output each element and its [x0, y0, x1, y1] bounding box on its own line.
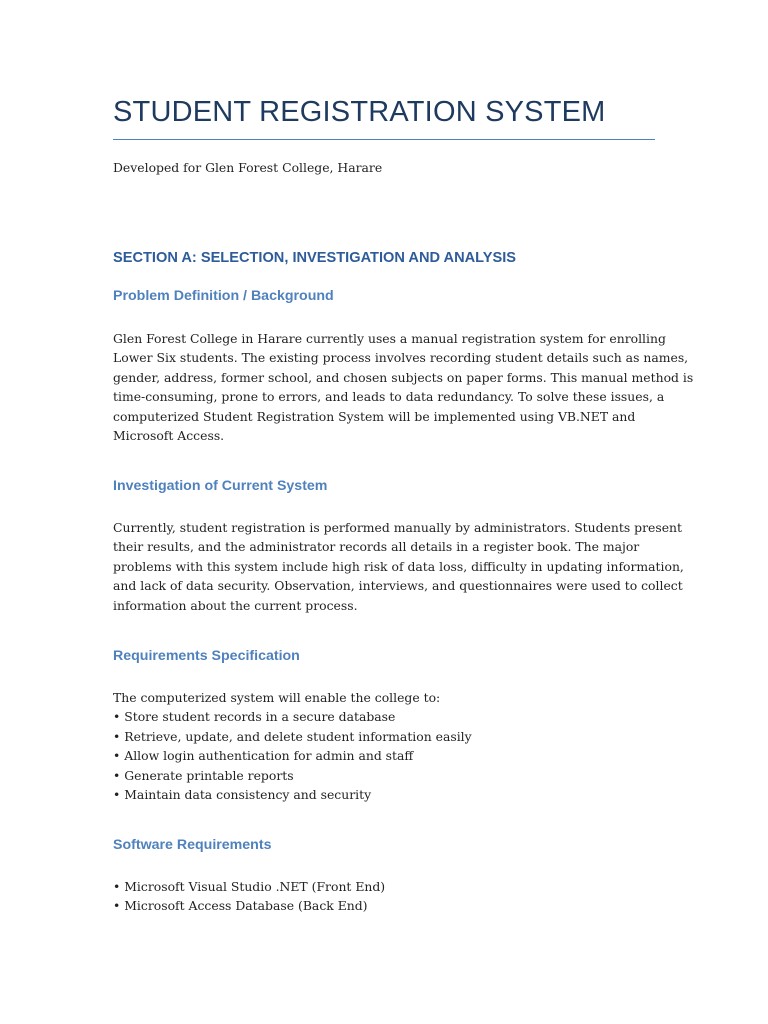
- list-item: • Maintain data consistency and security: [113, 787, 372, 803]
- requirements-heading: Requirements Specification: [113, 648, 300, 664]
- investigation-paragraph: [113, 518, 684, 615]
- list-item: • Retrieve, update, and delete student information easily: [113, 728, 472, 744]
- paragraph-line: Lower Six students. The existing process involves recording student details such as names,: [113, 350, 689, 366]
- paragraph-line: Microsoft Access.: [113, 428, 225, 444]
- paragraph-line: gender, address, former school, and chosen subjects on paper forms. This manual method is: [113, 369, 694, 385]
- paragraph-line: Glen Forest College in Harare currently uses a manual registration system for enrolling: [113, 331, 666, 346]
- paragraph-line: computerized Student Registration System will be implemented using VB.NET and: [113, 408, 636, 424]
- problem-definition-paragraph: [113, 329, 694, 445]
- list-item: • Allow login authentication for admin and staff: [113, 748, 414, 764]
- software-requirements-list: [113, 877, 385, 916]
- requirements-intro: The computerized system will enable the college to:: [113, 690, 441, 705]
- section-a-heading: SECTION A: SELECTION, INVESTIGATION AND ANALYSIS: [113, 250, 516, 266]
- software-requirements-heading: Software Requirements: [113, 837, 272, 853]
- list-item: • Microsoft Visual Studio .NET (Front End): [113, 879, 386, 894]
- title-underline: [113, 139, 655, 140]
- problem-definition-heading: Problem Definition / Background: [113, 288, 334, 304]
- paragraph-line: time-consuming, prone to errors, and leads to data redundancy. To solve these issues, a: [113, 389, 665, 405]
- paragraph-line: problems with this system include high risk of data loss, difficulty in updating information,: [113, 558, 684, 574]
- paragraph-line: Currently, student registration is performed manually by administrators. Students present: [113, 520, 683, 535]
- list-item: • Store student records in a secure database: [113, 709, 396, 725]
- investigation-heading: Investigation of Current System: [113, 478, 328, 494]
- requirements-list: [113, 688, 472, 804]
- list-item: • Microsoft Access Database (Back End): [113, 898, 368, 914]
- paragraph-line: their results, and the administrator records all details in a register book. The major: [113, 539, 640, 555]
- document-subtitle: Developed for Glen Forest College, Harare: [113, 160, 383, 175]
- paragraph-line: information about the current process.: [113, 597, 358, 613]
- paragraph-line: and lack of data security. Observation, interviews, and questionnaires were used to collect: [113, 578, 683, 594]
- list-item: • Generate printable reports: [113, 767, 294, 783]
- document-title: STUDENT REGISTRATION SYSTEM: [113, 96, 606, 128]
